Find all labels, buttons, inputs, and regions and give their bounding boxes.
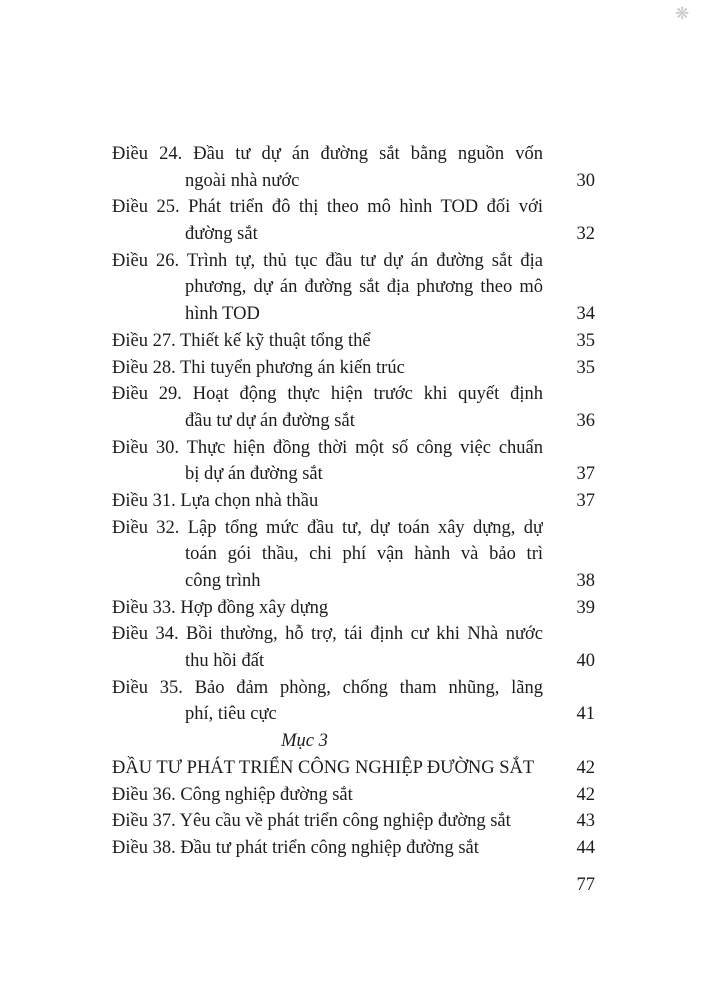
toc-entry-text: Điều 36. Công nghiệp đường sắt bbox=[112, 784, 353, 805]
page-number: 35 bbox=[576, 357, 595, 378]
page-number: 34 bbox=[576, 304, 595, 325]
toc-entry-text: Điều 31. Lựa chọn nhà thầu bbox=[112, 490, 319, 511]
toc-line bbox=[112, 701, 595, 728]
toc-line bbox=[112, 675, 595, 702]
toc-line bbox=[112, 541, 595, 568]
page-number: 42 bbox=[576, 757, 595, 778]
toc-entry-text: phí, tiêu cực bbox=[185, 704, 277, 725]
section-label-text: Mục 3 bbox=[281, 731, 328, 752]
toc-entry-text: đường sắt bbox=[185, 224, 258, 245]
toc-entry-text: Điều 38. Đầu tư phát triển công nghiệp đường sắt bbox=[112, 837, 479, 858]
toc-line bbox=[112, 808, 595, 835]
toc-entry-text: Điều 37. Yêu cầu về phát triển công nghiệp đường sắt bbox=[112, 811, 511, 832]
page-number: 30 bbox=[576, 170, 595, 191]
toc-line bbox=[112, 648, 595, 675]
toc-entry-text: Điều 26. Trình tự, thủ tục đầu tư dự án đường sắt địa bbox=[112, 250, 543, 271]
section-label bbox=[112, 728, 595, 755]
toc-entry-text: Điều 24. Đầu tư dự án đường sắt bằng nguồn vốn bbox=[112, 144, 543, 164]
toc-entry-text: Điều 35. Bảo đảm phòng, chống tham nhũng, lãng bbox=[112, 677, 543, 698]
toc-entry-text: ngoài nhà nước bbox=[185, 170, 300, 191]
toc-line bbox=[112, 168, 595, 195]
toc-line bbox=[112, 355, 595, 382]
page-number: 39 bbox=[576, 597, 595, 618]
toc-entry-text: bị dự án đường sắt bbox=[185, 464, 323, 485]
toc-entry-text: hình TOD bbox=[185, 304, 260, 325]
toc-line bbox=[112, 194, 595, 221]
section-heading bbox=[112, 755, 595, 782]
toc-entry-text: Điều 34. Bồi thường, hỗ trợ, tái định cư khi Nhà nước bbox=[112, 624, 543, 645]
toc-entry-text: thu hồi đất bbox=[185, 651, 265, 672]
page-number: 38 bbox=[576, 571, 595, 591]
toc-entry-text: công trình bbox=[185, 571, 261, 591]
page-number: 43 bbox=[576, 811, 595, 832]
page-number: 35 bbox=[576, 330, 595, 351]
page-number: 41 bbox=[576, 704, 595, 725]
page-number: 44 bbox=[576, 837, 595, 858]
toc-line bbox=[112, 381, 595, 408]
toc-line bbox=[112, 568, 595, 595]
toc-line bbox=[112, 515, 595, 542]
section-heading-text: ĐẦU TƯ PHÁT TRIỂN CÔNG NGHIỆP ĐƯỜNG SẮT bbox=[112, 757, 535, 778]
toc-line bbox=[112, 328, 595, 355]
toc-line bbox=[112, 835, 595, 862]
toc-entry-text: Điều 25. Phát triển đô thị theo mô hình TOD đối với bbox=[112, 197, 543, 218]
toc-line bbox=[112, 435, 595, 462]
toc-line bbox=[112, 408, 595, 435]
toc-line bbox=[112, 621, 595, 648]
table-of-contents bbox=[112, 141, 595, 862]
toc-line bbox=[112, 274, 595, 301]
toc-line bbox=[112, 782, 595, 809]
toc-entry-text: Điều 33. Hợp đồng xây dựng bbox=[112, 597, 329, 618]
toc-entry-text: Điều 28. Thi tuyển phương án kiến trúc bbox=[112, 357, 405, 378]
page-footer bbox=[112, 872, 595, 899]
toc-entry-text: toán gói thầu, chi phí vận hành và bảo trì bbox=[185, 544, 543, 565]
toc-line bbox=[112, 301, 595, 328]
page-number: 36 bbox=[576, 410, 595, 431]
toc-line bbox=[112, 221, 595, 248]
toc-line bbox=[112, 488, 595, 515]
toc-entry-text: Điều 29. Hoạt động thực hiện trước khi quyết định bbox=[112, 384, 543, 405]
page-number: 37 bbox=[576, 464, 595, 485]
toc-entry-text: Điều 32. Lập tổng mức đầu tư, dự toán xây dựng, dự bbox=[112, 517, 543, 538]
toc-entry-text: Điều 30. Thực hiện đồng thời một số công việc chuẩn bbox=[112, 437, 543, 458]
toc-entry-text: Điều 27. Thiết kế kỹ thuật tổng thể bbox=[112, 330, 371, 351]
page-number: 40 bbox=[576, 651, 595, 672]
page-number: 42 bbox=[576, 784, 595, 805]
toc-line bbox=[112, 141, 595, 168]
toc-line bbox=[112, 248, 595, 275]
toc-entry-text: phương, dự án đường sắt địa phương theo mô bbox=[185, 277, 543, 298]
page-number: 32 bbox=[576, 224, 595, 245]
toc-entry-text: đầu tư dự án đường sắt bbox=[185, 410, 355, 431]
page-number: 37 bbox=[576, 490, 595, 511]
toc-line bbox=[112, 595, 595, 622]
toc-line bbox=[112, 461, 595, 488]
flower-ornament-icon: ❋ bbox=[675, 4, 690, 24]
folio-page-number: 77 bbox=[576, 875, 595, 895]
